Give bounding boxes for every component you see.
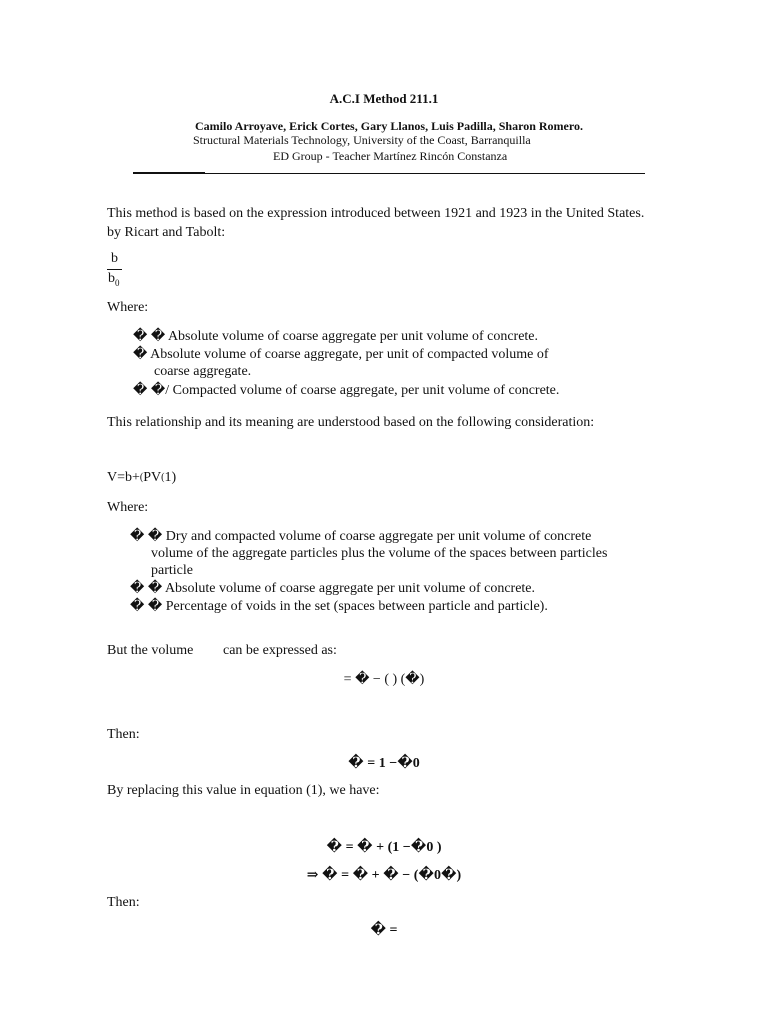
intro-line-2: by Ricart and Tabolt:	[107, 225, 226, 240]
where2-item-1: � � Dry and compacted volume of coarse aggregate per unit volume of concrete	[130, 529, 592, 544]
equation-6: � =	[370, 923, 398, 938]
relationship-text: This relationship and its meaning are understood based on the following consideration:	[107, 415, 595, 430]
affiliation: Structural Materials Technology, University of the Coast, Barranquilla	[193, 133, 531, 147]
where2-item-1-cont-b: particle	[151, 563, 193, 578]
author-list: Camilo Arroyave, Erick Cortes, Gary Llanos, Luis Padilla, Sharon Romero.	[194, 119, 583, 133]
header-divider	[133, 173, 645, 174]
volume-text-part-1: But the volume	[107, 643, 194, 658]
where1-item-3: � �/ Compacted volume of coarse aggregate, per unit volume of concrete.	[133, 383, 560, 398]
then-label-2: Then:	[107, 895, 140, 910]
group-teacher: ED Group - Teacher Martínez Rincón Constanza	[273, 149, 508, 163]
where-label-1: Where:	[107, 300, 149, 315]
volume-text-part-2: can be expressed as:	[223, 643, 337, 658]
where-label-2: Where:	[107, 500, 149, 515]
header-divider-accent	[133, 172, 205, 174]
where1-item-1: � � Absolute volume of coarse aggregate per unit volume of concrete.	[133, 329, 539, 344]
fraction-numerator: b	[111, 251, 118, 266]
where2-item-3: � � Percentage of voids in the set (spaces between particle and particle).	[130, 599, 548, 614]
equation-1: V=b+(PV(1)	[107, 470, 177, 485]
equation-4: � = � + (1 −�0 )	[326, 840, 442, 855]
fraction-denominator: $b_0$	[108, 271, 120, 288]
intro-line-1: This method is based on the expression introduced between 1921 and 1923 in the United States.	[107, 206, 645, 221]
replacing-text: By replacing this value in equation (1), we have:	[107, 783, 380, 798]
then-label-1: Then:	[107, 727, 140, 742]
where1-item-2: � Absolute volume of coarse aggregate, per unit of compacted volume of	[133, 347, 549, 362]
equation-3: � = 1 −�0	[348, 756, 420, 771]
fraction-bar	[107, 269, 122, 270]
where2-item-2: � � Absolute volume of coarse aggregate per unit volume of concrete.	[130, 581, 536, 596]
document-title: A.C.I Method 211.1	[329, 91, 439, 106]
where1-item-2-cont: coarse aggregate.	[154, 364, 252, 379]
equation-2: = � − ( ) (�)	[343, 672, 425, 687]
equation-5: ⇒ � = � + � − (�0�)	[306, 868, 462, 883]
where2-item-1-cont-a: volume of the aggregate particles plus the volume of the spaces between particles	[151, 546, 608, 561]
